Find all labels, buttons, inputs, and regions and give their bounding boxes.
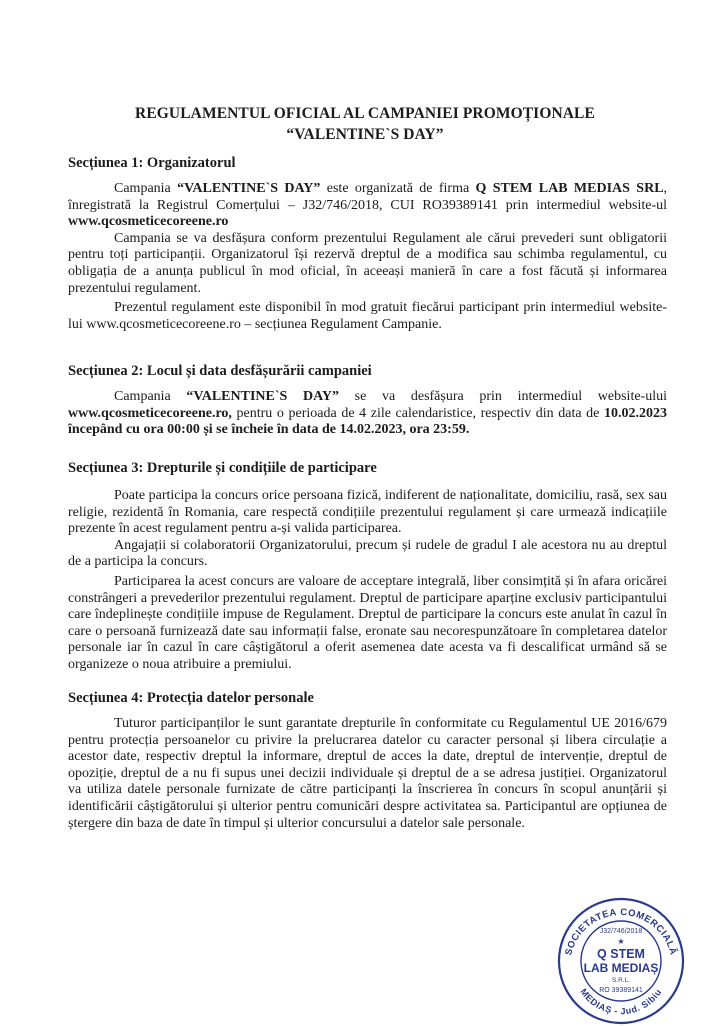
stamp-ring-bottom-text: MEDIAȘ - Jud. Sibiu [578, 986, 664, 1017]
company-stamp [556, 896, 686, 1026]
title-line-1: REGULAMENTUL OFICIAL AL CAMPANIEI PROMOȚIONALE [135, 105, 595, 122]
section-3-paragraph-3: Participarea la acest concurs are valoare de acceptare integrală, liber consimțită și în afara oricărei constrângeri a prevederilor prezentului regulament. Dreptul de participare aparține exclusiv participantului care îndeplinește condițiile impuse de Regulament. Dreptul de participare la concurs este anulat în cazul în care o persoană furnizează date sau informații false, eronate sau necorespunzătoare în completarea datelor personale iar în cazul în care câștigătorul a oferit asemenea date acesta va fi descalificat urmând să se organizeze o noua atribuire a premiului. [68, 573, 667, 672]
section-3-body [68, 488, 667, 674]
section-4-heading: Secțiunea 4: Protecția datelor personale [68, 690, 314, 706]
stamp-reg-number: J32/746/2018 [599, 928, 643, 935]
title-line-2: “VALENTINE`S DAY” [286, 126, 444, 143]
section-1-heading: Secțiunea 1: Organizatorul [68, 155, 236, 171]
section-1-paragraph-1: Campania “VALENTINE`S DAY” este organizată de firma Q STEM LAB MEDIAS SRL, înregistrată la Registrul Comerțului – J32/746/2018, CUI RO39389141 prin intermediul website-ul www.qcosmeticecoreene.ro [68, 181, 668, 230]
stamp-name-line-2: LAB MEDIAȘ [583, 961, 659, 975]
section-2-paragraph-1: Campania “VALENTINE`S DAY” se va desfășura prin intermediul website-ului www.qcosmeticecoreene.ro, pentru o perioada de 4 zile calendaristice, respectiv din data de 10.02.2023 începând cu ora 00:00 și se încheie în data de 14.02.2023, ora 23:59. [68, 389, 667, 438]
stamp-star-icon: ★ [617, 937, 625, 946]
stamp-srl: S.R.L. [611, 977, 631, 984]
section-1-paragraph-3: Prezentul regulament este disponibil în mod gratuit fiecărui participant prin intermediul website-lui www.qcosmeticecoreene.ro – secțiunea Regulament Campanie. [68, 300, 667, 332]
document-title [60, 103, 670, 145]
section-4-paragraph-1: Tuturor participanților le sunt garantate drepturile în conformitate cu Regulamentul UE 2016/679 pentru protecția persoanelor cu privire la prelucrarea datelor cu caracter personal și libera circulație a acestor date, respectiv dreptul la informare, dreptul de acces la date, dreptul de intervenție, dreptul de opoziție, dreptul de a nu fi supus unei decizii individuale și dreptul de a se adresa justiției. Organizatorul va utiliza datele personale furnizate de către participanți la înscrierea în concurs în scopul anunțării și identificării câștigătorului și ulterior pentru comunicări despre activitatea sa. Participantul are opțiunea de ștergere din baza de date în timpul și ulterior concursului a datelor sale personale. [68, 716, 667, 831]
section-1-body [68, 181, 667, 333]
stamp-cui: RO 39389141 [599, 987, 643, 994]
stamp-ring-top-text: SOCIETATEA COMERCIALĂ [563, 906, 679, 957]
section-2-heading: Secțiunea 2: Locul și data desfășurării campaniei [68, 363, 372, 379]
stamp-name-line-1: Q STEM [597, 947, 645, 961]
section-2-body [68, 389, 667, 439]
website-link: www.qcosmeticecoreene.ro [68, 214, 229, 230]
section-3-paragraph-1: Poate participa la concurs orice persoana fizică, indiferent de naționalitate, domiciliu, rasă, sex sau religie, rezidentă în Romania, care respectă condițiile prezentului regulament și care urmează indicațiile prezente în acest regulament pentru a-și valida participarea. [68, 488, 667, 537]
section-3-heading: Secțiunea 3: Drepturile și condițiile de participare [68, 460, 377, 476]
section-4-body [68, 716, 667, 832]
section-3-paragraph-2: Angajații si colaboratorii Organizatorului, precum și rudele de gradul I ale acestora nu au dreptul de a participa la concurs. [68, 537, 667, 570]
section-1-paragraph-2: Campania se va desfășura conform prezentului Regulament ale cărui prevederi sunt obligatorii pentru toți participanții. Organizatorul își rezervă dreptul de a modifica sau schimba regulamentul, cu obligația de a anunța publicul în mod oficial, în aceeași manieră în care a fost făcută și informarea prezentului regulament. [68, 230, 667, 296]
